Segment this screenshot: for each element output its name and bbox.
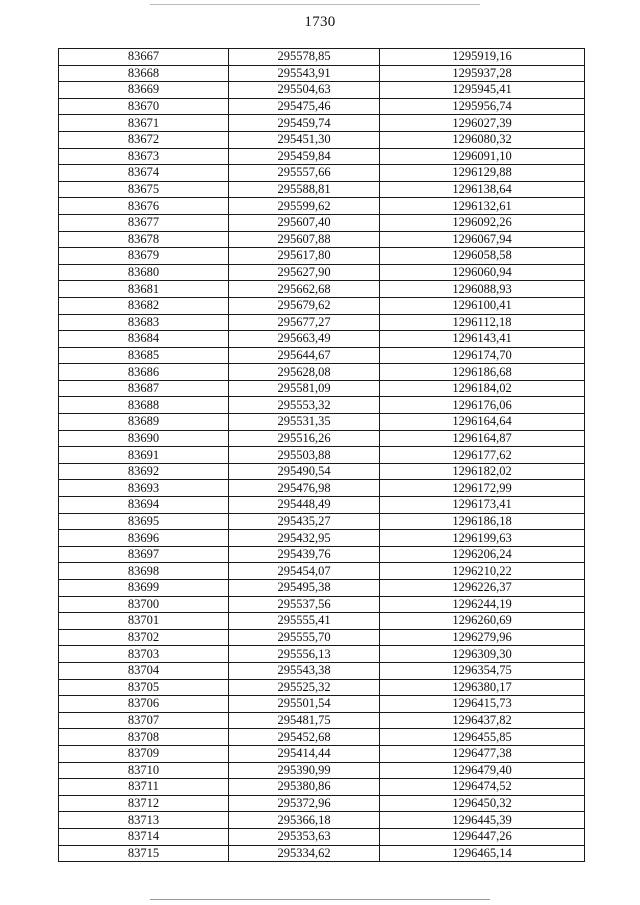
table-row: [59, 49, 585, 66]
y-coordinate-cell: 1296447,26: [380, 828, 585, 845]
table-row: [59, 596, 585, 613]
x-coordinate-cell: 295557,66: [229, 165, 380, 182]
bottom-scan-rule: [150, 899, 490, 900]
y-coordinate-cell: 1296380,17: [380, 679, 585, 696]
point-number-cell: 83713: [59, 812, 229, 829]
point-number-cell: 83677: [59, 214, 229, 231]
x-coordinate-cell: 295452,68: [229, 729, 380, 746]
x-coordinate-cell: 295607,40: [229, 214, 380, 231]
x-coordinate-cell: 295435,27: [229, 513, 380, 530]
table-row: [59, 629, 585, 646]
x-coordinate-cell: 295366,18: [229, 812, 380, 829]
y-coordinate-cell: 1296184,02: [380, 380, 585, 397]
x-coordinate-cell: 295663,49: [229, 331, 380, 348]
y-coordinate-cell: 1296174,70: [380, 347, 585, 364]
point-number-cell: 83703: [59, 646, 229, 663]
x-coordinate-cell: 295481,75: [229, 712, 380, 729]
point-number-cell: 83695: [59, 513, 229, 530]
point-number-cell: 83673: [59, 148, 229, 165]
point-number-cell: 83685: [59, 347, 229, 364]
point-number-cell: 83684: [59, 331, 229, 348]
table-row: [59, 463, 585, 480]
point-number-cell: 83701: [59, 613, 229, 630]
y-coordinate-cell: 1296091,10: [380, 148, 585, 165]
x-coordinate-cell: 295459,74: [229, 115, 380, 132]
table-row: [59, 414, 585, 431]
point-number-cell: 83669: [59, 82, 229, 99]
table-row: [59, 115, 585, 132]
x-coordinate-cell: 295451,30: [229, 131, 380, 148]
y-coordinate-cell: 1296176,06: [380, 397, 585, 414]
x-coordinate-cell: 295531,35: [229, 414, 380, 431]
top-scan-rule: [150, 4, 480, 5]
table-row: [59, 563, 585, 580]
x-coordinate-cell: 295588,81: [229, 181, 380, 198]
y-coordinate-cell: 1296177,62: [380, 447, 585, 464]
point-number-cell: 83681: [59, 281, 229, 298]
point-number-cell: 83711: [59, 779, 229, 796]
table-row: [59, 231, 585, 248]
y-coordinate-cell: 1296027,39: [380, 115, 585, 132]
point-number-cell: 83704: [59, 662, 229, 679]
point-number-cell: 83689: [59, 414, 229, 431]
y-coordinate-cell: 1296309,30: [380, 646, 585, 663]
x-coordinate-cell: 295432,95: [229, 530, 380, 547]
y-coordinate-cell: 1296244,19: [380, 596, 585, 613]
x-coordinate-cell: 295662,68: [229, 281, 380, 298]
y-coordinate-cell: 1296186,68: [380, 364, 585, 381]
table-row: [59, 347, 585, 364]
table-row: [59, 480, 585, 497]
y-coordinate-cell: 1296067,94: [380, 231, 585, 248]
x-coordinate-cell: 295599,62: [229, 198, 380, 215]
x-coordinate-cell: 295607,88: [229, 231, 380, 248]
x-coordinate-cell: 295679,62: [229, 297, 380, 314]
point-number-cell: 83694: [59, 497, 229, 514]
table-row: [59, 779, 585, 796]
table-row: [59, 331, 585, 348]
y-coordinate-cell: 1296143,41: [380, 331, 585, 348]
table-row: [59, 397, 585, 414]
y-coordinate-cell: 1296186,18: [380, 513, 585, 530]
point-number-cell: 83667: [59, 49, 229, 66]
x-coordinate-cell: 295556,13: [229, 646, 380, 663]
point-number-cell: 83696: [59, 530, 229, 547]
point-number-cell: 83680: [59, 264, 229, 281]
point-number-cell: 83693: [59, 480, 229, 497]
point-number-cell: 83705: [59, 679, 229, 696]
table-row: [59, 546, 585, 563]
point-number-cell: 83706: [59, 696, 229, 713]
x-coordinate-cell: 295537,56: [229, 596, 380, 613]
x-coordinate-cell: 295334,62: [229, 845, 380, 862]
y-coordinate-cell: 1295956,74: [380, 98, 585, 115]
table-row: [59, 613, 585, 630]
x-coordinate-cell: 295459,84: [229, 148, 380, 165]
y-coordinate-cell: 1296129,88: [380, 165, 585, 182]
table-row: [59, 264, 585, 281]
y-coordinate-cell: 1296164,64: [380, 414, 585, 431]
y-coordinate-cell: 1296088,93: [380, 281, 585, 298]
table-row: [59, 198, 585, 215]
y-coordinate-cell: 1296058,58: [380, 248, 585, 265]
point-number-cell: 83682: [59, 297, 229, 314]
x-coordinate-cell: 295504,63: [229, 82, 380, 99]
point-number-cell: 83678: [59, 231, 229, 248]
y-coordinate-cell: 1296279,96: [380, 629, 585, 646]
x-coordinate-cell: 295644,67: [229, 347, 380, 364]
x-coordinate-cell: 295543,38: [229, 662, 380, 679]
point-number-cell: 83699: [59, 580, 229, 597]
point-number-cell: 83687: [59, 380, 229, 397]
y-coordinate-cell: 1296445,39: [380, 812, 585, 829]
table-row: [59, 248, 585, 265]
x-coordinate-cell: 295578,85: [229, 49, 380, 66]
x-coordinate-cell: 295581,09: [229, 380, 380, 397]
x-coordinate-cell: 295495,38: [229, 580, 380, 597]
x-coordinate-cell: 295628,08: [229, 364, 380, 381]
y-coordinate-cell: 1296206,24: [380, 546, 585, 563]
y-coordinate-cell: 1296173,41: [380, 497, 585, 514]
x-coordinate-cell: 295555,70: [229, 629, 380, 646]
x-coordinate-cell: 295454,07: [229, 563, 380, 580]
y-coordinate-cell: 1296260,69: [380, 613, 585, 630]
page-number: 1730: [304, 14, 336, 30]
table-row: [59, 148, 585, 165]
point-number-cell: 83697: [59, 546, 229, 563]
y-coordinate-cell: 1296060,94: [380, 264, 585, 281]
y-coordinate-cell: 1296226,37: [380, 580, 585, 597]
table-row: [59, 181, 585, 198]
table-row: [59, 762, 585, 779]
point-number-cell: 83709: [59, 745, 229, 762]
point-number-cell: 83712: [59, 795, 229, 812]
y-coordinate-cell: 1296164,87: [380, 430, 585, 447]
table-row: [59, 745, 585, 762]
point-number-cell: 83671: [59, 115, 229, 132]
y-coordinate-cell: 1296354,75: [380, 662, 585, 679]
point-number-cell: 83708: [59, 729, 229, 746]
y-coordinate-cell: 1296450,32: [380, 795, 585, 812]
point-number-cell: 83675: [59, 181, 229, 198]
x-coordinate-cell: 295439,76: [229, 546, 380, 563]
coordinates-table-body: [59, 49, 585, 862]
x-coordinate-cell: 295372,96: [229, 795, 380, 812]
table-row: [59, 165, 585, 182]
point-number-cell: 83668: [59, 65, 229, 82]
table-row: [59, 513, 585, 530]
x-coordinate-cell: 295677,27: [229, 314, 380, 331]
table-row: [59, 364, 585, 381]
point-number-cell: 83688: [59, 397, 229, 414]
y-coordinate-cell: 1295919,16: [380, 49, 585, 66]
y-coordinate-cell: 1296080,32: [380, 131, 585, 148]
y-coordinate-cell: 1296477,38: [380, 745, 585, 762]
y-coordinate-cell: 1296199,63: [380, 530, 585, 547]
table-row: [59, 646, 585, 663]
x-coordinate-cell: 295553,32: [229, 397, 380, 414]
y-coordinate-cell: 1296138,64: [380, 181, 585, 198]
point-number-cell: 83683: [59, 314, 229, 331]
table-row: [59, 314, 585, 331]
x-coordinate-cell: 295525,32: [229, 679, 380, 696]
y-coordinate-cell: 1296479,40: [380, 762, 585, 779]
point-number-cell: 83700: [59, 596, 229, 613]
point-number-cell: 83715: [59, 845, 229, 862]
point-number-cell: 83672: [59, 131, 229, 148]
x-coordinate-cell: 295353,63: [229, 828, 380, 845]
x-coordinate-cell: 295543,91: [229, 65, 380, 82]
table-row: [59, 696, 585, 713]
y-coordinate-cell: 1296092,26: [380, 214, 585, 231]
point-number-cell: 83692: [59, 463, 229, 480]
x-coordinate-cell: 295380,86: [229, 779, 380, 796]
x-coordinate-cell: 295617,80: [229, 248, 380, 265]
table-row: [59, 497, 585, 514]
y-coordinate-cell: 1296455,85: [380, 729, 585, 746]
table-row: [59, 297, 585, 314]
table-row: [59, 580, 585, 597]
x-coordinate-cell: 295476,98: [229, 480, 380, 497]
point-number-cell: 83691: [59, 447, 229, 464]
x-coordinate-cell: 295390,99: [229, 762, 380, 779]
table-row: [59, 795, 585, 812]
y-coordinate-cell: 1295945,41: [380, 82, 585, 99]
y-coordinate-cell: 1295937,28: [380, 65, 585, 82]
table-row: [59, 812, 585, 829]
table-row: [59, 430, 585, 447]
y-coordinate-cell: 1296437,82: [380, 712, 585, 729]
table-row: [59, 729, 585, 746]
x-coordinate-cell: 295627,90: [229, 264, 380, 281]
x-coordinate-cell: 295503,88: [229, 447, 380, 464]
table-row: [59, 98, 585, 115]
x-coordinate-cell: 295490,54: [229, 463, 380, 480]
table-row: [59, 131, 585, 148]
point-number-cell: 83670: [59, 98, 229, 115]
point-number-cell: 83698: [59, 563, 229, 580]
table-row: [59, 281, 585, 298]
coordinates-table: [58, 48, 585, 862]
table-row: [59, 679, 585, 696]
x-coordinate-cell: 295414,44: [229, 745, 380, 762]
point-number-cell: 83674: [59, 165, 229, 182]
point-number-cell: 83676: [59, 198, 229, 215]
point-number-cell: 83686: [59, 364, 229, 381]
y-coordinate-cell: 1296132,61: [380, 198, 585, 215]
table-row: [59, 82, 585, 99]
y-coordinate-cell: 1296182,02: [380, 463, 585, 480]
y-coordinate-cell: 1296210,22: [380, 563, 585, 580]
table-row: [59, 65, 585, 82]
y-coordinate-cell: 1296465,14: [380, 845, 585, 862]
x-coordinate-cell: 295475,46: [229, 98, 380, 115]
x-coordinate-cell: 295501,54: [229, 696, 380, 713]
y-coordinate-cell: 1296100,41: [380, 297, 585, 314]
point-number-cell: 83679: [59, 248, 229, 265]
x-coordinate-cell: 295448,49: [229, 497, 380, 514]
point-number-cell: 83707: [59, 712, 229, 729]
y-coordinate-cell: 1296112,18: [380, 314, 585, 331]
y-coordinate-cell: 1296415,73: [380, 696, 585, 713]
point-number-cell: 83714: [59, 828, 229, 845]
point-number-cell: 83710: [59, 762, 229, 779]
table-row: [59, 662, 585, 679]
y-coordinate-cell: 1296474,52: [380, 779, 585, 796]
table-row: [59, 845, 585, 862]
table-row: [59, 214, 585, 231]
point-number-cell: 83702: [59, 629, 229, 646]
x-coordinate-cell: 295555,41: [229, 613, 380, 630]
point-number-cell: 83690: [59, 430, 229, 447]
table-row: [59, 380, 585, 397]
table-row: [59, 828, 585, 845]
table-row: [59, 447, 585, 464]
x-coordinate-cell: 295516,26: [229, 430, 380, 447]
table-row: [59, 712, 585, 729]
y-coordinate-cell: 1296172,99: [380, 480, 585, 497]
table-row: [59, 530, 585, 547]
